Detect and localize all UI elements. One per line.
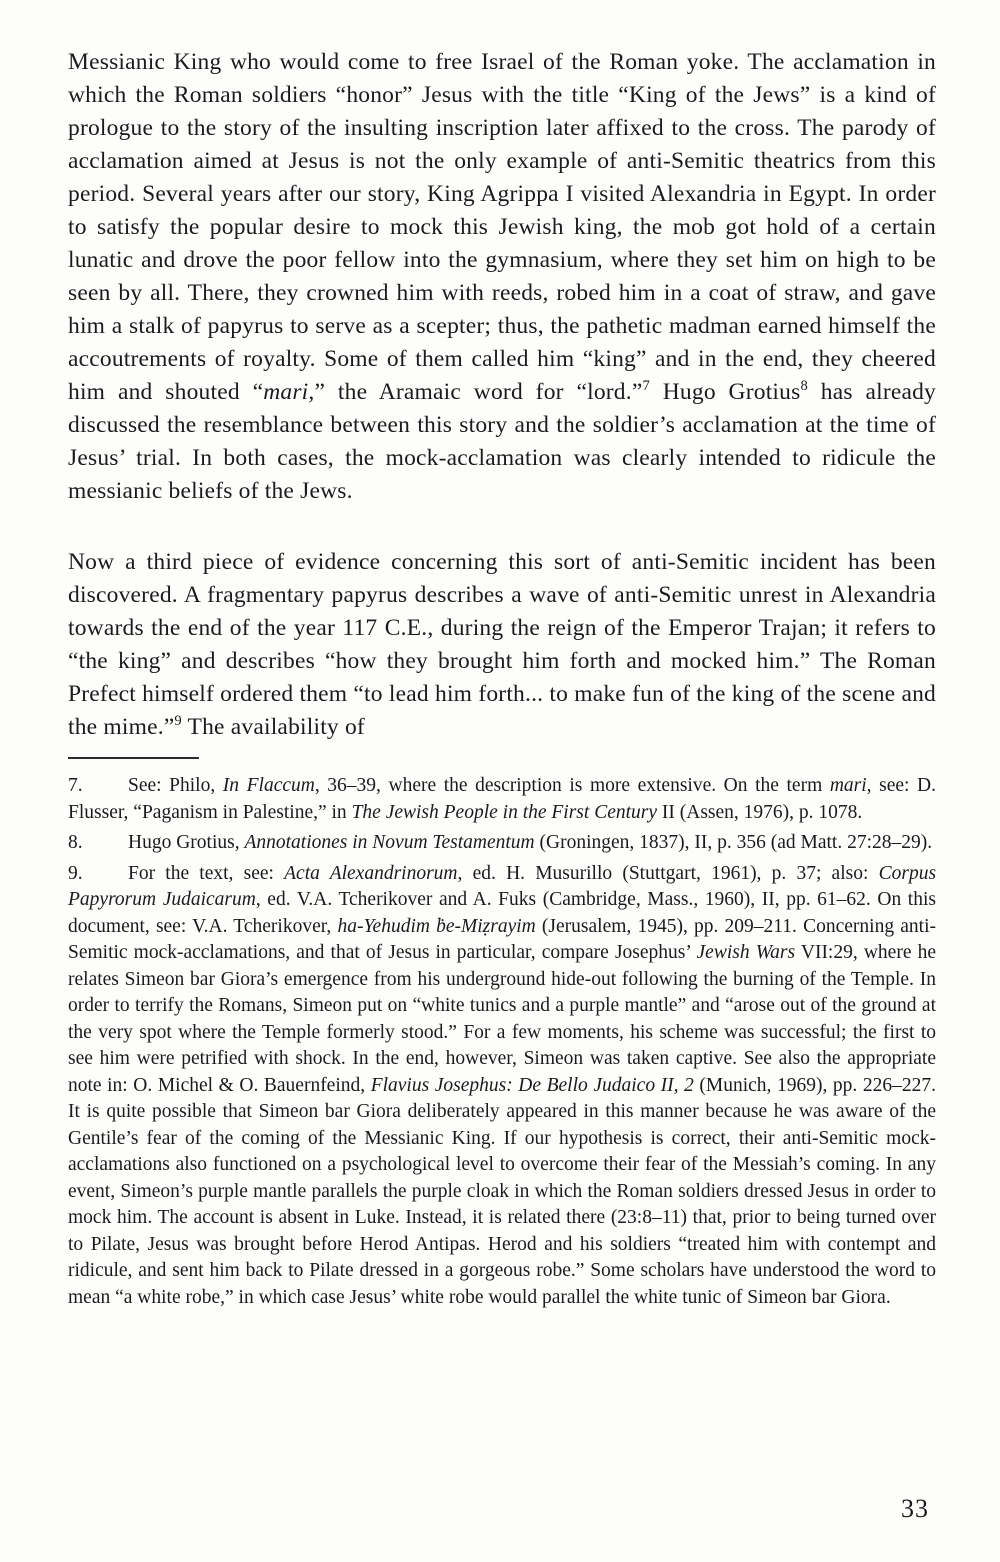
main-paragraph-2: Now a third piece of evidence concerning this sort of anti-Semitic incident has been discovered. A fragmentary papyrus describes a wave of anti-Semitic unrest in Alexandria towards the end of the year 117 C.E., during the reign of the Emperor Trajan; it refers to “the king” and describes “how they brought him forth and mocked him.” The Roman Prefect himself ordered them “to lead him forth... to make fun of the king of the scene and the mime.”$^9$ The availability of <box>68 549 936 740</box>
content-column <box>68 46 936 1315</box>
main-paragraph-1: Messianic King who would come to free Israel of the Roman yoke. The acclamation in which the Roman soldiers “honor” Jesus with the title “King of the Jews” is a kind of prologue to the story of the insulting inscription later affixed to the cross. The parody of acclamation aimed at Jesus is not the only example of anti-Semitic theatrics from this period. Several years after our story, King Agrippa I visited Alexandria in Egypt. In order to satisfy the popular desire to mock this Jewish king, the mob got hold of a certain lunatic and drove the poor fellow into the gymnasium, where they set him on high to be seen by all. There, they crowned him with reeds, robed him in a coat of straw, and gave him a stalk of papyrus to serve as a scepter; thus, the pathetic madman earned himself the accoutrements of royalty. Some of them called him “king” and in the end, they cheered him and shouted “mari,” the Aramaic word for “lord.”$^7$ Hugo Grotius$^8$ has already discussed the resemblance between this story and the soldier’s acclamation at the time of Jesus’ trial. In both cases, the mock-acclamation was clearly intended to ridicule the messianic beliefs of the Jews. <box>68 49 937 504</box>
page-number: 33 <box>901 1494 929 1523</box>
footnote-9 <box>68 861 936 1312</box>
footnote-8-number: 8. <box>68 832 83 853</box>
footnote-8 <box>68 830 936 857</box>
footnote-7-text: See: Philo, In Flaccum, 36–39, where the description is more extensive. On the term mari, see: D. Flusser, “Paganism in Palestine,” in The Jewish People in the First Century II (Assen, 1976), p. 1078. <box>68 775 936 823</box>
footnote-7-number: 7. <box>68 775 83 796</box>
footnote-9-text: For the text, see: Acta Alexandrinorum, ed. H. Musurillo (Stuttgart, 1961), p. 37; also: Corpus Papyrorum Judaicarum, ed. V.A. Tcherikover and A. Fuks (Cambridge, Mass., 1960), II, pp. 61–62. On this document, see: V.A. Tcherikover, ha-Yehudim ḃe-Miẓrayim (Jerusalem, 1945), pp. 209–211. Concerning anti-Semitic mock-acclamations, and that of Jesus in particular, compare Josephus’ Jewish Wars VII:29, where he relates Simeon bar Giora’s emergence from his underground hide-out following the burning of the Temple. In order to terrify the Romans, Simeon put on “white tunics and a purple mantle” and “arose out of the ground at the very spot where the Temple formerly stood.” For a few moments, his scheme was successful; the first to see him were petrified with shock. In the end, however, Simeon was taken captive. See also the appropriate note in: O. Michel & O. Bauernfeind, Flavius Josephus: De Bello Judaico II, 2 (Munich, 1969), pp. 226–227. It is quite possible that Simeon bar Giora deliberately appeared in this manner because he was aware of the Gentile’s fear of the coming of the Messianic King. If our hypothesis is correct, their anti-Semitic mock-acclamations also functioned on a psychological level to overcome their fear of the Messiah’s coming. In any event, Simeon’s purple mantle parallels the purple cloak in which the Roman soldiers dressed Jesus in order to mock him. The account is absent in Luke. Instead, it is related there (23:8–11) that, prior to being turned over to Pilate, Jesus was brought before Herod Antipas. Herod and his soldiers “treated him with contempt and ridicule, and sent him back to Pilate dressed in a gorgeous robe.” Some scholars have understood the word to mean “a white robe,” in which case Jesus’ white robe would parallel the white tunic of Simeon bar Giora. <box>68 862 937 1308</box>
footnotes-section <box>68 773 936 1311</box>
footnote-separator <box>68 757 199 759</box>
footnote-8-text: Hugo Grotius, Annotationes in Novum Testamentum (Groningen, 1837), II, p. 356 (ad Matt. 27:28–29). <box>128 832 933 853</box>
footnote-9-number: 9. <box>68 862 83 884</box>
footnote-7 <box>68 773 936 826</box>
main-text <box>68 46 936 744</box>
